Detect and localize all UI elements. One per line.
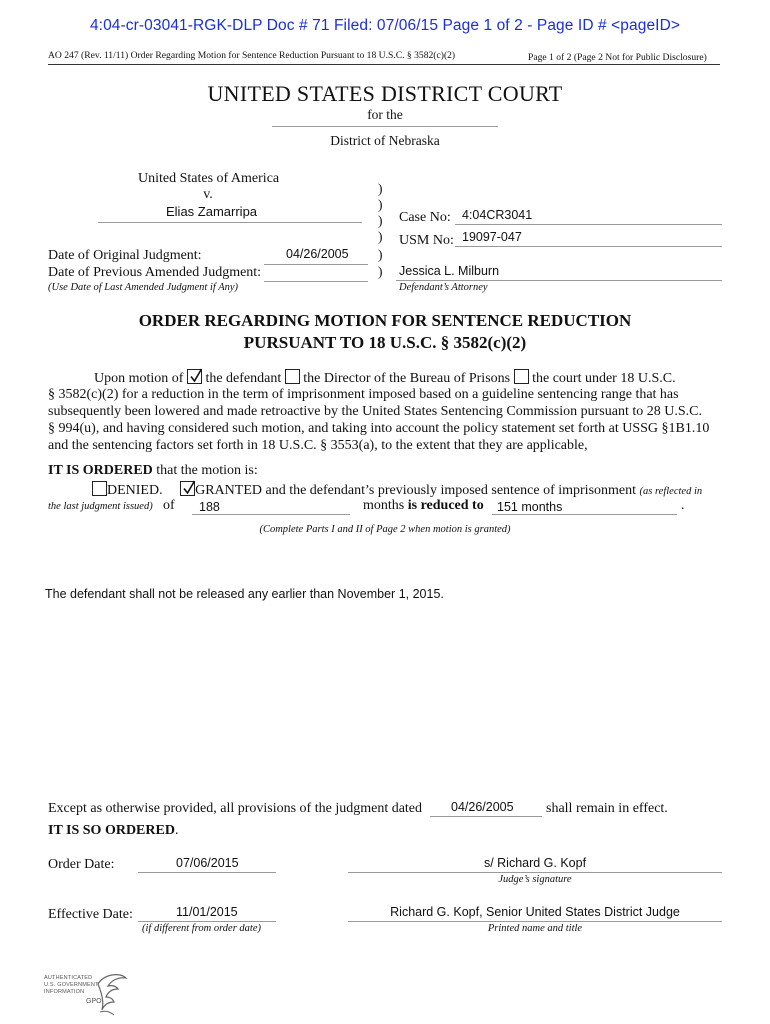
usm-no-rule	[455, 246, 722, 247]
body-line: § 994(u), and having considered such motion, and taking into account the policy statement set forth at USSG §1B1.10	[48, 421, 710, 436]
judge-signature-rule	[348, 872, 722, 873]
document-header-stamp: 4:04-cr-03041-RGK-DLP Doc # 71 Filed: 07/06/15 Page 1 of 2 - Page ID # <pageID>	[89, 17, 681, 34]
order-date-value: 07/06/2015	[176, 856, 239, 870]
effective-date-rule	[138, 921, 276, 922]
remain-text: shall remain in effect.	[546, 801, 668, 816]
caption-paren: )	[378, 197, 383, 212]
attorney-name: Jessica L. Milburn	[399, 264, 500, 278]
months-line	[363, 498, 484, 514]
granted-note-a: (as reflected in	[639, 486, 703, 497]
judge-signature: s/ Richard G. Kopf	[483, 856, 587, 870]
district-name: District of Nebraska	[330, 133, 440, 148]
order-heading-line2: PURSUANT TO 18 U.S.C. § 3582(c)(2)	[243, 333, 527, 352]
checkbox-court[interactable]	[514, 369, 529, 384]
new-sentence-rule	[492, 514, 677, 515]
effective-date-value: 11/01/2015	[176, 905, 238, 919]
ordered-line	[48, 463, 258, 479]
header-rule	[48, 64, 720, 65]
original-judgment-rule	[264, 264, 368, 265]
checkmark-icon	[182, 480, 196, 496]
ordered-bold: IT IS ORDERED	[48, 463, 153, 478]
previous-months-rule	[192, 514, 350, 515]
except-date: 04/26/2005	[451, 800, 514, 814]
checkbox-denied[interactable]	[92, 481, 107, 496]
case-no-rule	[455, 224, 722, 225]
granted-note-b: the last judgment issued)	[48, 501, 153, 512]
attorney-label: Defendant’s Attorney	[399, 282, 488, 293]
gpo-logo-line1: AUTHENTICATED	[44, 975, 93, 981]
usm-no-value: 19097-047	[462, 230, 522, 244]
gpo-authenticated-logo	[44, 972, 134, 1018]
reduced-to: is reduced to	[407, 498, 484, 513]
previous-months: 188	[199, 500, 220, 514]
motion-prefix: Upon motion of	[94, 371, 184, 386]
order-date-label: Order Date:	[48, 857, 115, 872]
gpo-logo-line3: INFORMATION	[44, 989, 85, 995]
case-no-label: Case No:	[399, 210, 451, 225]
except-text: Except as otherwise provided, all provisions of the judgment dated	[48, 801, 423, 816]
motion-line	[94, 369, 676, 387]
printed-name: Richard G. Kopf, Senior United States District Judge	[390, 905, 680, 919]
effective-date-note: (if different from order date)	[142, 923, 261, 934]
sentence-period: .	[681, 498, 685, 513]
amended-judgment-rule	[264, 281, 368, 282]
motion-option-defendant: the defendant	[205, 371, 282, 386]
form-id-line: AO 247 (Rev. 11/11) Order Regarding Motion for Sentence Reduction Pursuant to 18 U.S.C. § 3582(c)(2)	[48, 50, 456, 61]
versus-text: v.	[203, 187, 213, 202]
original-judgment-date: 04/26/2005	[286, 247, 349, 261]
months-word: months	[363, 498, 405, 513]
printed-name-label: Printed name and title	[487, 923, 583, 934]
checkmark-icon	[189, 368, 203, 384]
attorney-rule	[396, 280, 722, 281]
usm-no-label: USM No:	[399, 233, 454, 248]
caption-paren: )	[378, 264, 383, 279]
caption-paren: )	[378, 181, 383, 196]
plaintiff-name: United States of America	[138, 171, 280, 186]
page-note: Page 1 of 2 (Page 2 Not for Public Disclosure)	[528, 52, 707, 63]
caption-paren: )	[378, 229, 383, 244]
checkbox-director[interactable]	[285, 369, 300, 384]
district-rule-top	[272, 126, 498, 127]
printed-name-rule	[348, 921, 722, 922]
checkbox-defendant[interactable]	[187, 369, 202, 384]
so-ordered	[48, 823, 178, 839]
gpo-logo-line2: U.S. GOVERNMENT	[44, 982, 99, 988]
judge-signature-label: Judge’s signature	[498, 874, 572, 885]
order-date-rule	[138, 872, 276, 873]
court-title: UNITED STATES DISTRICT COURT	[207, 81, 563, 106]
defendant-name: Elias Zamarripa	[166, 204, 258, 219]
denied-label: DENIED.	[107, 483, 163, 498]
motion-option-director: the Director of the Bureau of Prisons	[303, 371, 511, 386]
amended-judgment-label: Date of Previous Amended Judgment:	[48, 265, 262, 280]
so-ordered-period: .	[174, 823, 179, 838]
additional-terms: The defendant shall not be released any earlier than November 1, 2015.	[45, 587, 444, 601]
so-ordered-bold: IT IS SO ORDERED	[48, 823, 175, 838]
defendant-rule	[98, 222, 362, 223]
motion-option-court: the court under 18 U.S.C.	[532, 371, 676, 386]
of-word: of	[163, 498, 175, 513]
body-line: § 3582(c)(2) for a reduction in the term of imprisonment imposed based on a guideline sentencing range that has	[48, 387, 679, 402]
granted-label: GRANTED and the defendant’s previously imposed sentence of imprisonment	[195, 483, 637, 498]
case-no-value: 4:04CR3041	[462, 208, 533, 222]
effective-date-label: Effective Date:	[48, 907, 133, 922]
caption-paren: )	[378, 247, 383, 262]
ruling-line	[92, 481, 702, 499]
body-line: subsequently been lowered and made retroactive by the United States Sentencing Commission pursuant to 28 U.S.C.	[48, 404, 702, 419]
eagle-icon	[94, 972, 128, 1016]
except-date-rule	[430, 816, 542, 817]
new-sentence: 151 months	[497, 500, 563, 514]
caption-paren: )	[378, 213, 383, 228]
body-line: and the sentencing factors set forth in 18 U.S.C. § 3553(a), to the extent that they are applicable,	[48, 438, 588, 453]
complete-note: (Complete Parts I and II of Page 2 when motion is granted)	[259, 524, 511, 535]
original-judgment-label: Date of Original Judgment:	[48, 248, 202, 263]
gpo-logo-line4: GPO	[86, 998, 102, 1005]
checkbox-granted[interactable]	[180, 481, 195, 496]
amended-judgment-note: (Use Date of Last Amended Judgment if Any)	[48, 282, 239, 293]
for-the-text: for the	[367, 107, 403, 122]
ordered-rest: that the motion is:	[152, 463, 258, 478]
order-heading-line1: ORDER REGARDING MOTION FOR SENTENCE REDUCTION	[138, 311, 632, 330]
